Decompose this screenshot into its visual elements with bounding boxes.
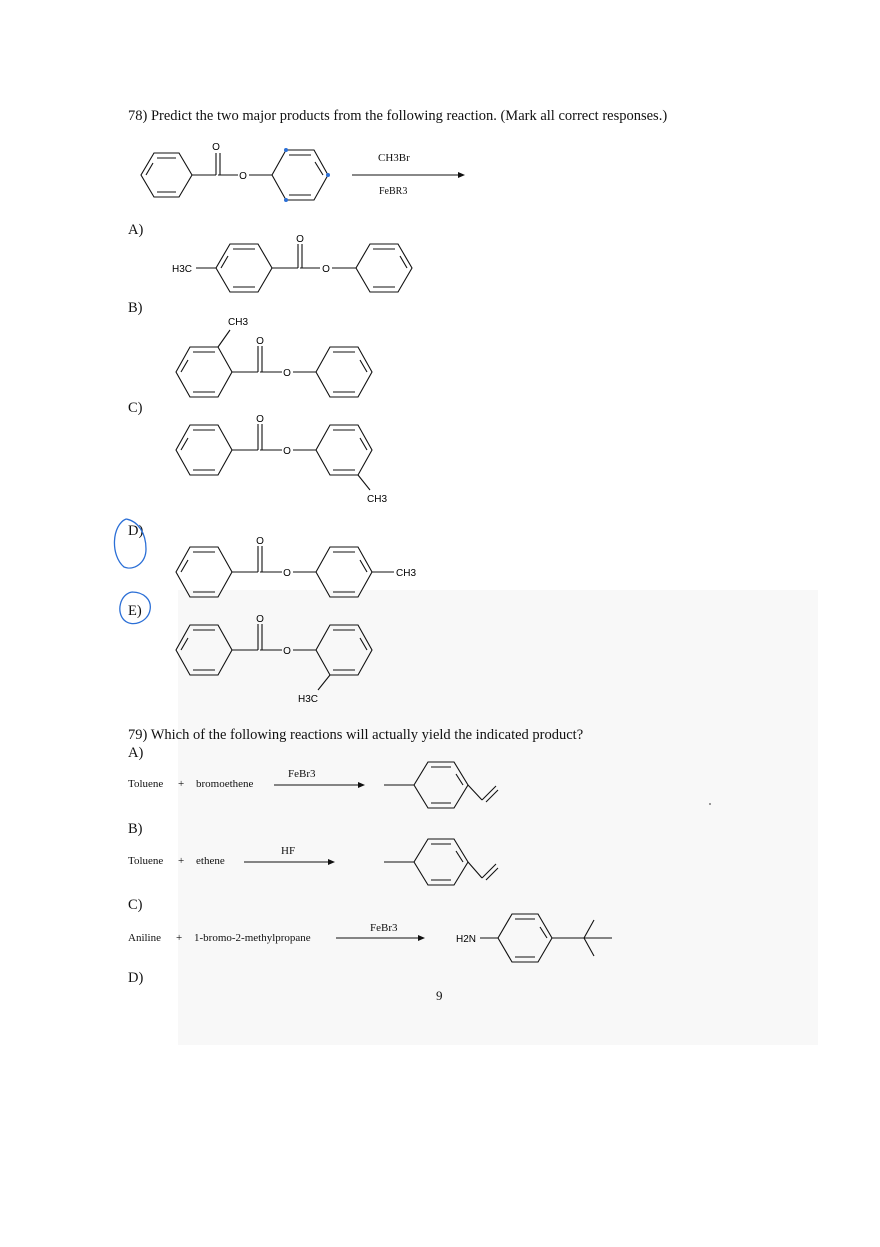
q78-option-c[interactable]: C) (128, 400, 143, 416)
q79-b-reactant2: ethene (196, 855, 225, 867)
q79-option-b[interactable]: B) (128, 821, 143, 837)
svg-text:O: O (283, 368, 291, 379)
scan-speck (709, 803, 711, 805)
q79-a-reactant1: Toluene (128, 778, 164, 790)
svg-text:O: O (322, 264, 330, 275)
q78-option-d-structure (170, 534, 430, 604)
q79-a-plus: + (178, 778, 185, 790)
svg-text:O: O (296, 234, 304, 245)
q78-reactant-structure (120, 138, 480, 208)
q79-c-reactant1: Aniline (128, 932, 161, 944)
q79-b-reactant1: Toluene (128, 855, 164, 867)
q78-option-a-structure (170, 232, 430, 302)
reagent-ch3br: CH3Br (378, 152, 410, 164)
svg-text:O: O (256, 536, 264, 547)
b-ch3: CH3 (228, 317, 249, 328)
reagent-febr3: FeBR3 (379, 186, 408, 197)
q78-option-e-structure (170, 612, 410, 708)
svg-text:O: O (256, 614, 264, 625)
q78-option-c-structure (170, 412, 410, 512)
question-78-text: 78) Predict the two major products from the following reaction. (Mark all correct responses.) (128, 108, 668, 124)
q79-c-plus: + (176, 932, 183, 944)
q79-b-reagent: HF (281, 845, 296, 857)
q79-b-plus: + (178, 855, 185, 867)
carbonyl-o: O (212, 142, 220, 153)
a-h3c: H3C (172, 264, 193, 275)
q79-option-a[interactable]: A) (128, 745, 144, 761)
svg-text:O: O (283, 568, 291, 579)
svg-text:O: O (283, 446, 291, 457)
q78-option-b-structure (170, 312, 400, 402)
q79-c-scheme (330, 908, 620, 972)
q79-a-scheme (270, 756, 530, 820)
svg-text:O: O (256, 414, 264, 425)
c-ch3: CH3 (367, 494, 388, 505)
e-h3c: H3C (298, 694, 319, 705)
question-79-text: 79) Which of the following reactions will actually yield the indicated product? (128, 727, 584, 743)
q78-option-b[interactable]: B) (128, 300, 143, 316)
q79-b-scheme (242, 834, 532, 898)
answer-circle-d (112, 515, 152, 571)
page-number: 9 (436, 988, 443, 1003)
answer-circle-e (116, 588, 156, 632)
ester-o: O (239, 171, 247, 182)
q79-a-reactant2: bromoethene (196, 778, 254, 790)
q79-a-reagent: FeBr3 (288, 768, 316, 780)
q78-option-e[interactable]: E) (128, 603, 142, 619)
q78-option-a[interactable]: A) (128, 222, 144, 238)
q78-option-d[interactable]: D) (128, 523, 144, 539)
q79-option-c[interactable]: C) (128, 897, 143, 913)
d-ch3: CH3 (396, 568, 417, 579)
q79-c-reactant2: 1-bromo-2-methylpropane (194, 932, 311, 944)
c-h2n: H2N (456, 934, 477, 945)
svg-text:O: O (256, 336, 264, 347)
svg-text:O: O (283, 646, 291, 657)
q79-option-d[interactable]: D) (128, 970, 144, 986)
q79-c-reagent: FeBr3 (370, 922, 398, 934)
